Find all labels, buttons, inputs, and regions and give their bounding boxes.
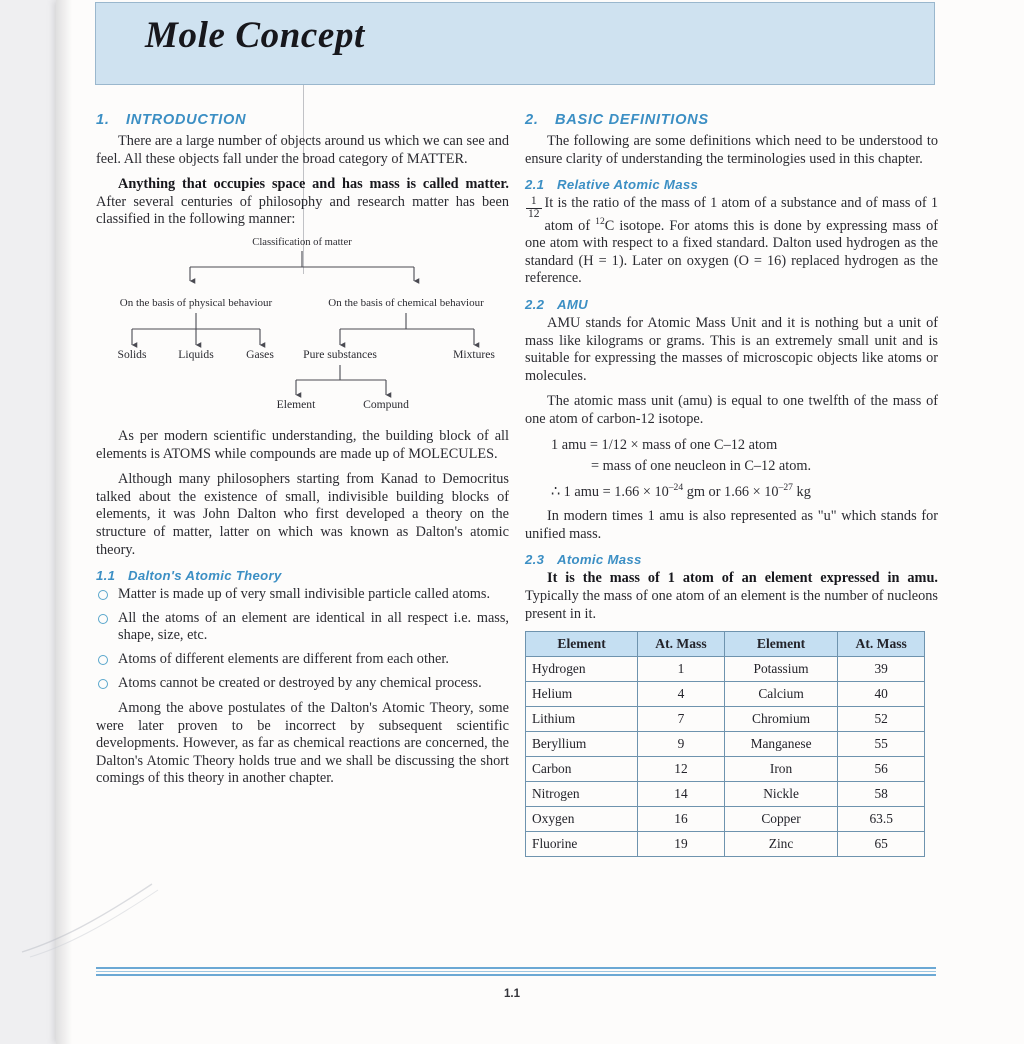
section-number: 1. (96, 112, 110, 128)
column-header-at-mass-2: At. Mass (838, 632, 925, 657)
amu-value-mid: gm or 1.66 × 10 (683, 484, 779, 501)
atomic-mass-paragraph (525, 570, 938, 623)
cell-mass-right: 40 (838, 682, 925, 707)
cell-mass-right: 55 (838, 732, 925, 757)
circle-bullet-icon (98, 679, 108, 689)
table-header (526, 632, 925, 657)
page-title: Mole Concept (145, 15, 365, 56)
tree-leaf-element: Element (276, 397, 316, 411)
cell-element-left: Lithium (526, 707, 638, 732)
subsection-number: 2.1 (525, 177, 545, 193)
ram-text-part2: of mass of 1 atom of (544, 195, 938, 234)
intro-paragraph-2 (96, 176, 509, 229)
table-row (526, 757, 925, 782)
equation-amu-nucleon: = mass of one neucleon in C–12 atom. (591, 458, 812, 475)
subsection-title: Atomic Mass (557, 552, 642, 568)
list-item-text: All the atoms of an element are identical in all respect i.e. mass, shape, size, etc. (118, 609, 509, 644)
atoms-molecules-paragraph: As per modern scientific understanding, the building block of all elements is ATOMS while compounds are made up of MOLECULES. (96, 427, 509, 462)
column-header-at-mass-1: At. Mass (638, 632, 725, 657)
right-column (525, 112, 938, 857)
cell-mass-right: 56 (838, 757, 925, 782)
list-item (96, 610, 509, 645)
philosophers-paragraph: Although many philosophers starting from Kanad to Democritus talked about the existence of small, indivisible building blocks of elements, it was John Dalton who first developed a theory on the structure of matter, latter on which was known as Dalton's atomic theory. (96, 471, 509, 558)
cell-mass-left: 19 (638, 832, 725, 857)
amu-value-prefix: ∴ 1 amu = 1.66 × 10 (551, 484, 669, 501)
tree-node-physical-behaviour: On the basis of physical behaviour (119, 296, 273, 309)
carbon-symbol: C (604, 217, 615, 234)
tree-connectors (96, 237, 509, 422)
tree-leaf-solids: Solids (117, 347, 147, 361)
tree-leaf-pure-substances: Pure substances (303, 347, 377, 361)
tree-leaf-liquids: Liquids (178, 347, 214, 361)
table-row (526, 657, 925, 682)
list-item (96, 586, 509, 604)
tree-leaf-mixtures: Mixtures (453, 347, 495, 361)
amu-paragraph-3: In modern times 1 amu is also represented as "u" which stands for unified mass. (525, 508, 938, 542)
list-item-text: Matter is made up of very small indivisible particle called atoms. (118, 586, 491, 603)
footer-rule-2 (96, 971, 936, 972)
basic-definitions-paragraph: The following are some definitions which need to be understood to ensure clarity of understanding the terminologies used in this chapter. (525, 133, 938, 167)
matter-definition-rest: After several centuries of philosophy and research matter has been classified in the following manner: (96, 193, 509, 228)
fraction-denominator: 12 (528, 208, 540, 221)
section-heading-basic-definitions (525, 112, 938, 128)
list-item-text: Atoms of different elements are different from each other. (118, 650, 449, 667)
elements-atomic-mass-table (525, 631, 925, 857)
cell-mass-right: 65 (838, 832, 925, 857)
subsection-number: 2.2 (525, 296, 545, 312)
equation-amu-value (525, 478, 938, 502)
amu-paragraph-1: AMU stands for Atomic Mass Unit and it is nothing but a unit of mass like kilograms or grams. This is an extremely small unit and is suitable for expressing the masses of microscopic objects like atoms or molecules. (525, 314, 938, 384)
column-header-element-2: Element (724, 632, 838, 657)
tree-node-root: Classification of matter (252, 236, 352, 248)
tree-leaf-gases: Gases (246, 347, 274, 361)
subsection-number: 2.3 (525, 552, 545, 568)
cell-mass-left: 16 (638, 807, 725, 832)
page-number: 1.1 (504, 988, 520, 1000)
list-item-text: Atoms cannot be created or destroyed by any chemical process. (118, 674, 482, 691)
cell-mass-left: 12 (638, 757, 725, 782)
list-item (96, 651, 509, 669)
equation-amu-definition: 1 amu = 1/12 × mass of one C–12 atom (551, 437, 778, 454)
cell-element-left: Beryllium (526, 732, 638, 757)
table-row (526, 782, 925, 807)
cell-element-left: Nitrogen (526, 782, 638, 807)
cell-element-right: Potassium (724, 657, 838, 682)
ram-text-part3: isotope. For atoms this is done by expressing mass of one atom with respect to a fixed standard. Dalton used hydrogen as the standard (H = 1). Later on oxygen (O = 16) replaced hydrogen as the reference. (525, 217, 938, 287)
fraction-numerator: 1 (530, 195, 537, 208)
table-row (526, 682, 925, 707)
cell-mass-right: 52 (838, 707, 925, 732)
section-heading-introduction (96, 112, 509, 128)
tree-node-chemical-behaviour: On the basis of chemical behaviour (328, 296, 484, 309)
cell-mass-left: 1 (638, 657, 725, 682)
table-row (526, 807, 925, 832)
cell-mass-right: 58 (838, 782, 925, 807)
table-row (526, 707, 925, 732)
cell-element-left: Hydrogen (526, 657, 638, 682)
amu-paragraph-2: The atomic mass unit (amu) is equal to one twelfth of the mass of one atom of carbon-12 isotope. (525, 393, 938, 427)
cell-mass-left: 4 (638, 682, 725, 707)
circle-bullet-icon (98, 614, 108, 624)
subsection-title: Relative Atomic Mass (557, 177, 699, 193)
cell-element-right: Chromium (724, 707, 838, 732)
column-header-element-1: Element (526, 632, 638, 657)
footer-rule-lines (96, 967, 936, 978)
cell-mass-right: 39 (838, 657, 925, 682)
atomic-mass-definition-rest: Typically the mass of one atom of an element is the number of nucleons present in it. (525, 588, 938, 622)
fraction-one-twelfth (526, 196, 542, 221)
amu-value-suffix: kg (792, 484, 811, 501)
subsection-title: AMU (557, 296, 588, 312)
subsection-heading-daltons-atomic-theory (96, 568, 509, 583)
postulates-conclusion-paragraph: Among the above postulates of the Dalton's Atomic Theory, some were later proven to be incorrect by subsequent scientific developments. However, as far as chemical reactions are concerned, the Dalton's Atomic Theory holds true and we shall be discussing the short comings of this theory in another chapter. (96, 700, 509, 787)
subsection-heading-atomic-mass (525, 552, 938, 567)
subsection-number: 1.1 (96, 568, 116, 584)
daltons-postulates-list (96, 586, 509, 692)
cell-element-left: Carbon (526, 757, 638, 782)
table-row (526, 832, 925, 857)
exponent-minus-24: –24 (668, 482, 684, 494)
relative-atomic-mass-paragraph (525, 195, 938, 288)
exponent-minus-27: –27 (778, 482, 793, 494)
subsection-title: Dalton's Atomic Theory (128, 568, 282, 584)
ram-text-part1: It is the ratio of the mass of 1 atom of a substance and (544, 195, 866, 212)
cell-mass-left: 9 (638, 732, 725, 757)
cell-element-left: Fluorine (526, 832, 638, 857)
cell-mass-right: 63.5 (838, 807, 925, 832)
table-header-row (526, 632, 925, 657)
atomic-mass-definition-bold: It is the mass of 1 atom of an element expressed in amu. (547, 570, 938, 587)
cell-mass-left: 14 (638, 782, 725, 807)
list-item (96, 675, 509, 693)
table-row (526, 732, 925, 757)
cell-element-right: Calcium (724, 682, 838, 707)
cell-mass-left: 7 (638, 707, 725, 732)
circle-bullet-icon (98, 590, 108, 600)
cell-element-right: Manganese (724, 732, 838, 757)
classification-of-matter-tree (96, 237, 509, 422)
subsection-heading-relative-atomic-mass (525, 177, 938, 192)
cell-element-right: Nickle (724, 782, 838, 807)
cell-element-left: Helium (526, 682, 638, 707)
cell-element-right: Iron (724, 757, 838, 782)
cell-element-left: Oxygen (526, 807, 638, 832)
tree-leaf-compound: Compund (363, 397, 409, 411)
intro-paragraph-1: There are a large number of objects around us which we can see and feel. All these objects fall under the broad category of MATTER. (96, 133, 509, 167)
subsection-heading-amu (525, 297, 938, 312)
cell-element-right: Zinc (724, 832, 838, 857)
section-title: INTRODUCTION (126, 112, 247, 128)
section-title: BASIC DEFINITIONS (555, 112, 709, 128)
matter-definition-bold: Anything that occupies space and has mass is called matter. (118, 176, 509, 193)
table-body (526, 657, 925, 857)
circle-bullet-icon (98, 655, 108, 665)
section-number: 2. (525, 112, 539, 128)
carbon-12-superscript: 12 (595, 215, 605, 227)
footer-rule-1 (96, 967, 936, 969)
cell-element-right: Copper (724, 807, 838, 832)
footer-rule-3 (96, 974, 936, 976)
left-column (96, 112, 509, 796)
